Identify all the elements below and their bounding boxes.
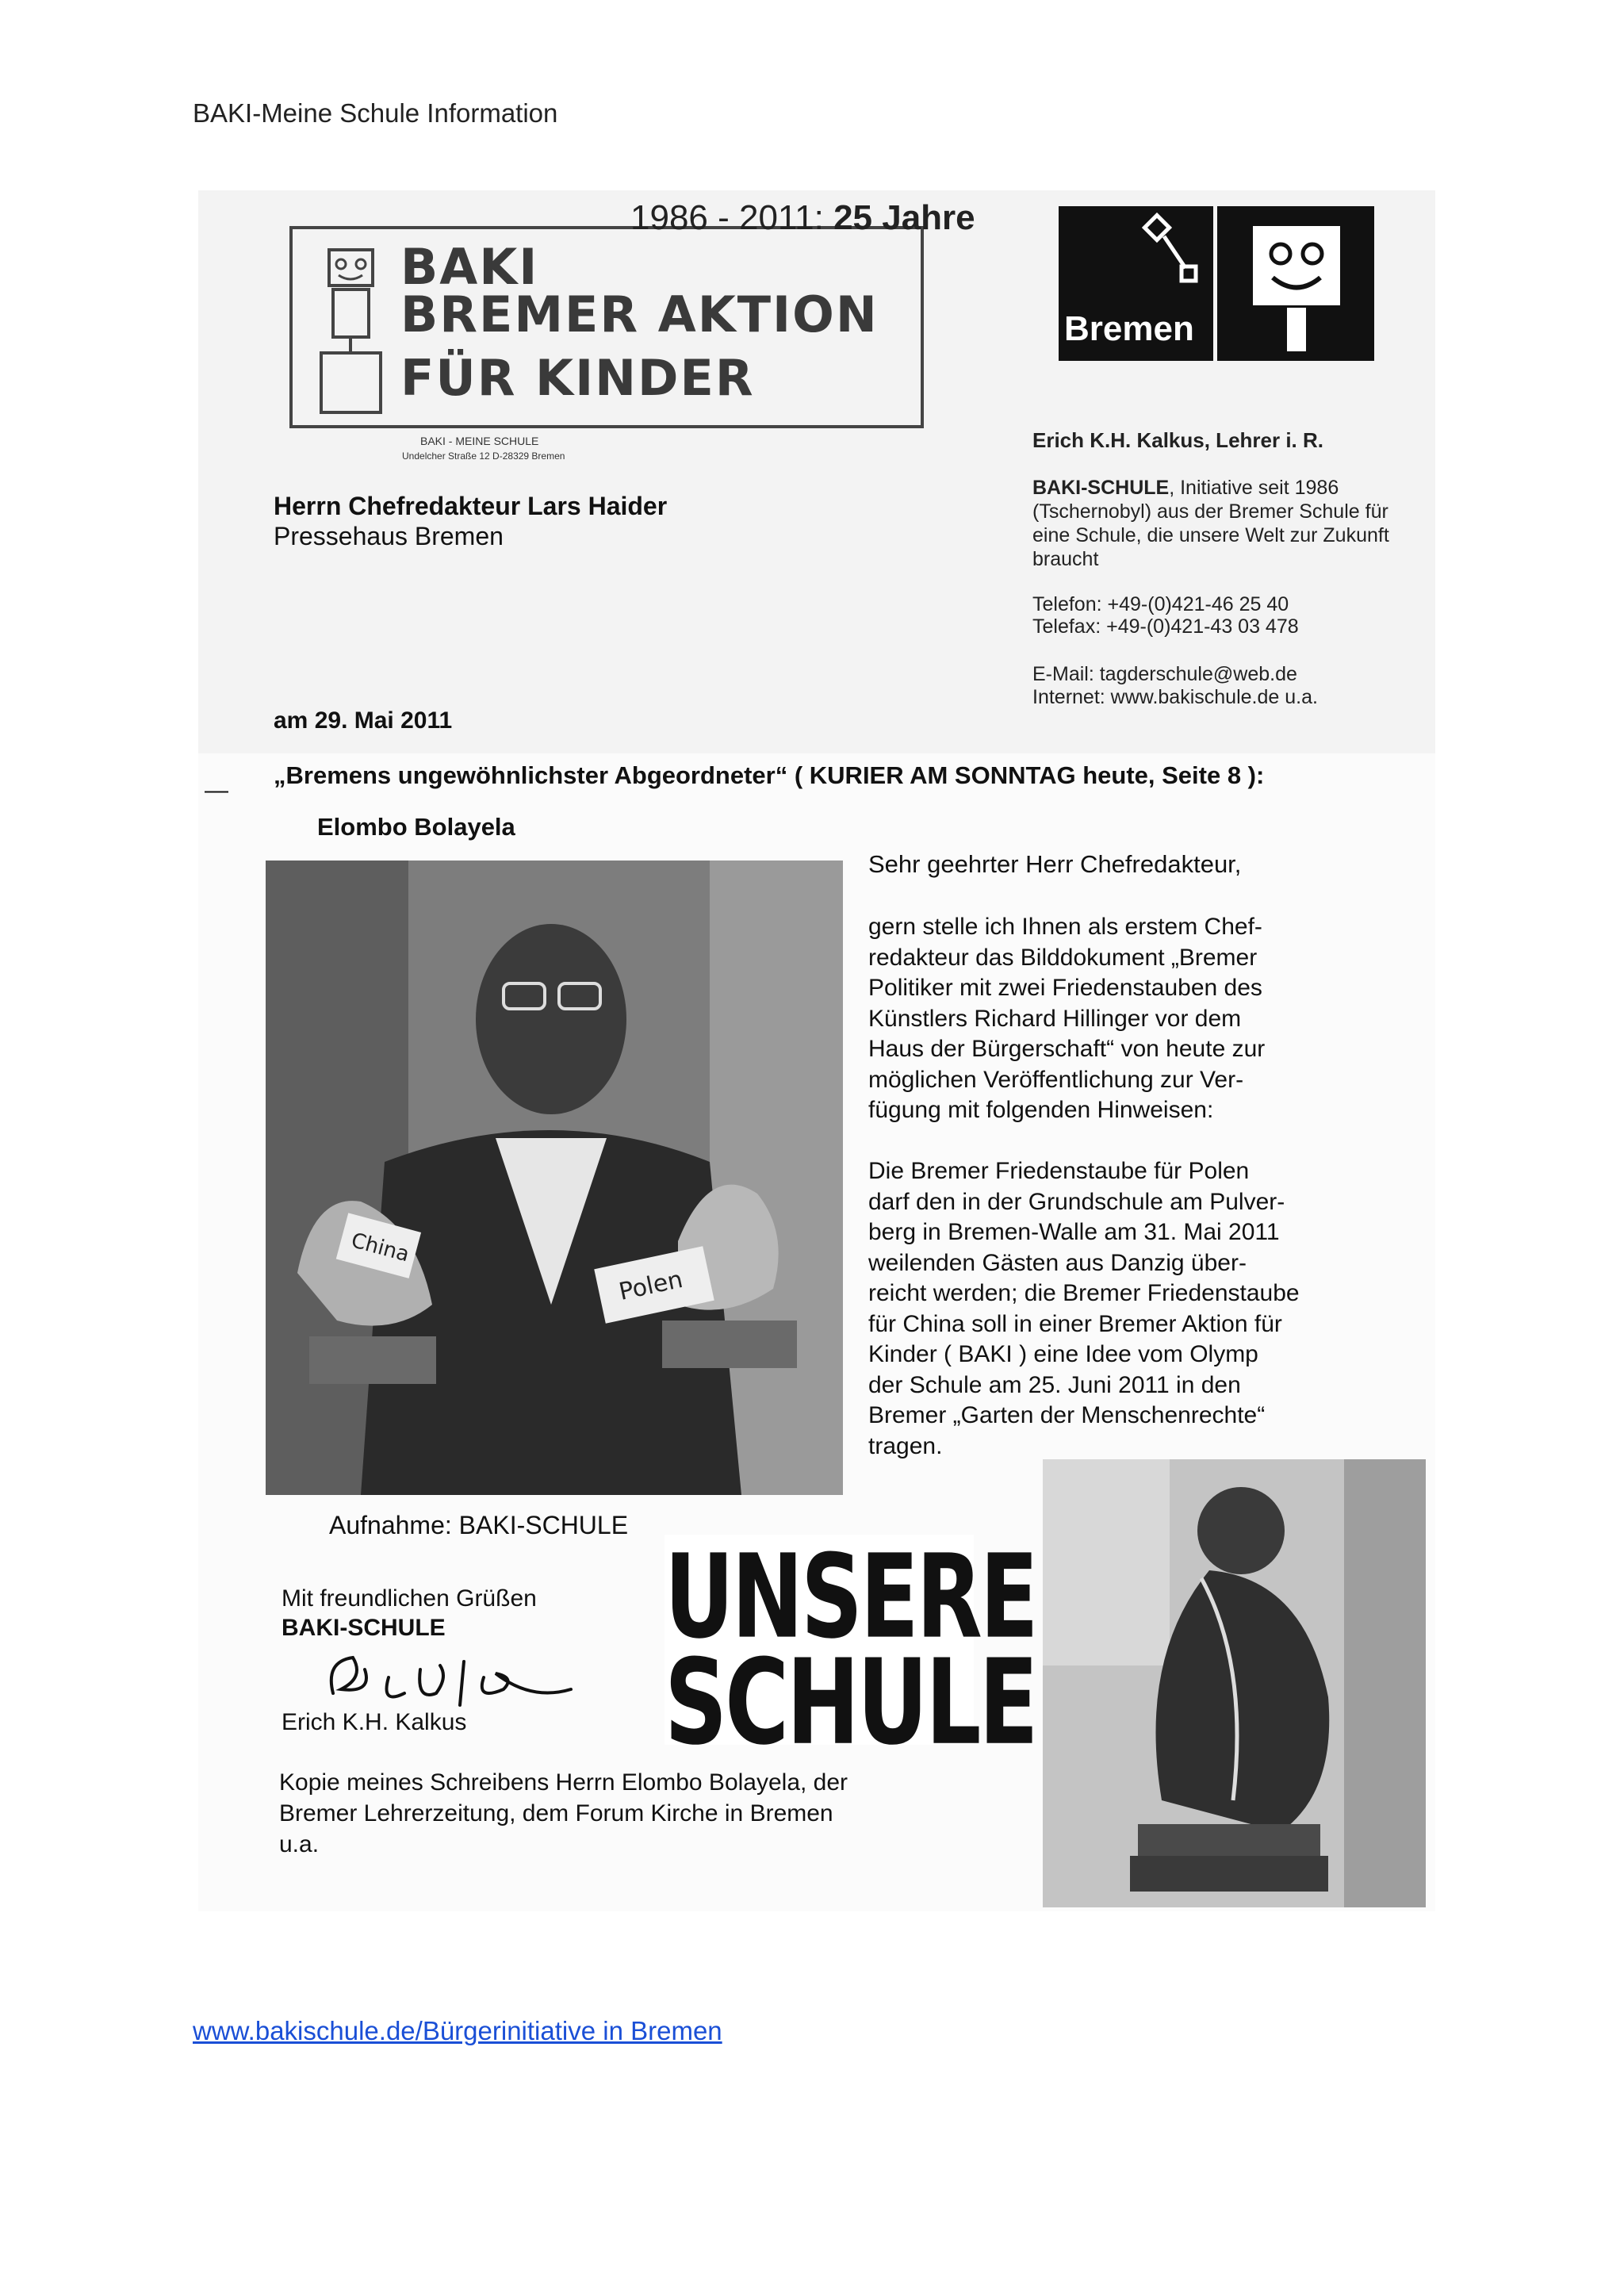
para2-line: der Schule am 25. Juni 2011 in den (868, 1371, 1241, 1398)
page-header: BAKI-Meine Schule Information (193, 98, 558, 128)
para2-line: berg in Bremen-Walle am 31. Mai 2011 (868, 1219, 1280, 1245)
closing-organization: BAKI-SCHULE (282, 1615, 446, 1641)
sender-telefon: Telefon: +49-(0)421-46 25 40 (1032, 593, 1289, 615)
letter-paragraph-1 (868, 912, 1376, 1126)
unsere-schule-line2: SCHULE (665, 1634, 1036, 1771)
dove-sculpture-photo (1043, 1459, 1426, 1907)
copy-note-line: Kopie meines Schreibens Herrn Elombo Bolayela, der (279, 1769, 848, 1796)
para1-line: Haus der Bürgerschaft“ von heute zur (868, 1036, 1266, 1062)
politician-photo-drawing (266, 861, 843, 1495)
stamp-years-bold: 25 Jahre (833, 198, 975, 237)
letter-headline: „Bremens ungewöhnlichster Abgeordneter“ ( KURIER AM SONNTAG heute, Seite 8 ): (274, 761, 1265, 789)
para1-line: möglichen Veröffentlichung zur Ver- (868, 1066, 1244, 1093)
para2-line: Kinder ( BAKI ) eine Idee vom Olymp (868, 1341, 1258, 1367)
copy-note (279, 1767, 937, 1860)
para2-line: Die Bremer Friedenstaube für Polen (868, 1158, 1250, 1184)
bremen-logo-text: Bremen (1064, 309, 1194, 348)
dove-label-china: China (348, 1228, 412, 1267)
para2-line: weilenden Gästen aus Danzig über- (868, 1249, 1247, 1276)
stamp-line-bremer-aktion: BREMER AKTION (400, 286, 879, 343)
handwritten-signature (317, 1646, 619, 1717)
stamp-line-fuer-kinder: FÜR KINDER (400, 349, 755, 407)
sender-telefax: Telefax: +49-(0)421-43 03 478 (1032, 615, 1299, 638)
photo-caption: Aufnahme: BAKI-SCHULE (329, 1511, 629, 1539)
recipient-name: Herrn Chefredakteur Lars Haider (274, 492, 668, 520)
stamp-small-address: Undelcher Straße 12 D-28329 Bremen (402, 450, 565, 462)
letter-date: am 29. Mai 2011 (274, 707, 453, 734)
unsere-schule-line1: UNSERE (665, 1531, 1036, 1665)
sender-org-name: BAKI-SCHULE (1032, 477, 1170, 499)
para1-line: Politiker mit zwei Friedenstauben des (868, 975, 1262, 1001)
recipient-address: Pressehaus Bremen (274, 522, 504, 550)
para2-line: reicht werden; die Bremer Friedenstaube (868, 1280, 1300, 1306)
stamp-line-baki: BAKI (400, 238, 539, 296)
closing-greeting: Mit freundlichen Grüßen (282, 1585, 537, 1612)
sender-org-description: , Initiative seit 1986 (Tschernobyl) aus der Bremer Schule für eine Schule, die unsere Welt zur Zukunft braucht (1032, 477, 1389, 570)
copy-note-line: Bremer Lehrerzeitung, dem Forum Kirche in Bremen (279, 1800, 833, 1826)
stamp-years (630, 198, 975, 238)
para2-line: darf den in der Grundschule am Pulver- (868, 1188, 1285, 1215)
closing-name: Erich K.H. Kalkus (282, 1709, 467, 1735)
para1-line: redakteur das Bilddokument „Bremer (868, 944, 1258, 971)
para2-line: für China soll in einer Bremer Aktion für (868, 1310, 1282, 1337)
sender-email: E-Mail: tagderschule@web.de (1032, 663, 1297, 685)
bremen-key-icon (1142, 213, 1205, 292)
headline-name: Elombo Bolayela (317, 813, 515, 841)
politician-photo (266, 861, 843, 1495)
baki-robot-icon (313, 242, 389, 416)
sender-organization (1032, 476, 1405, 571)
dove-sculpture-drawing (1043, 1459, 1426, 1907)
headline-dash: — (205, 777, 228, 803)
para2-line: Bremer „Garten der Menschenrechte“ (868, 1402, 1266, 1428)
stamp-years-range: 1986 - 2011: (630, 198, 834, 237)
letter-paragraph-2 (868, 1156, 1376, 1462)
stamp-small-name: BAKI - MEINE SCHULE (420, 435, 539, 447)
copy-note-line: u.a. (279, 1831, 320, 1857)
para1-line: gern stelle ich Ihnen als erstem Chef- (868, 914, 1262, 940)
para1-line: fügung mit folgenden Hinweisen: (868, 1097, 1214, 1123)
sender-name: Erich K.H. Kalkus, Lehrer i. R. (1032, 428, 1323, 452)
para2-line: tragen. (868, 1432, 943, 1459)
sender-internet: Internet: www.bakischule.de u.a. (1032, 686, 1318, 708)
letter-salutation: Sehr geehrter Herr Chefredakteur, (868, 850, 1242, 878)
baki-smiley-icon (1233, 214, 1360, 357)
dove-label-polen: Polen (616, 1265, 686, 1306)
para1-line: Künstlers Richard Hillinger vor dem (868, 1005, 1242, 1032)
footer-link[interactable]: www.bakischule.de/Bürgerinitiative in Bremen (193, 2016, 722, 2045)
